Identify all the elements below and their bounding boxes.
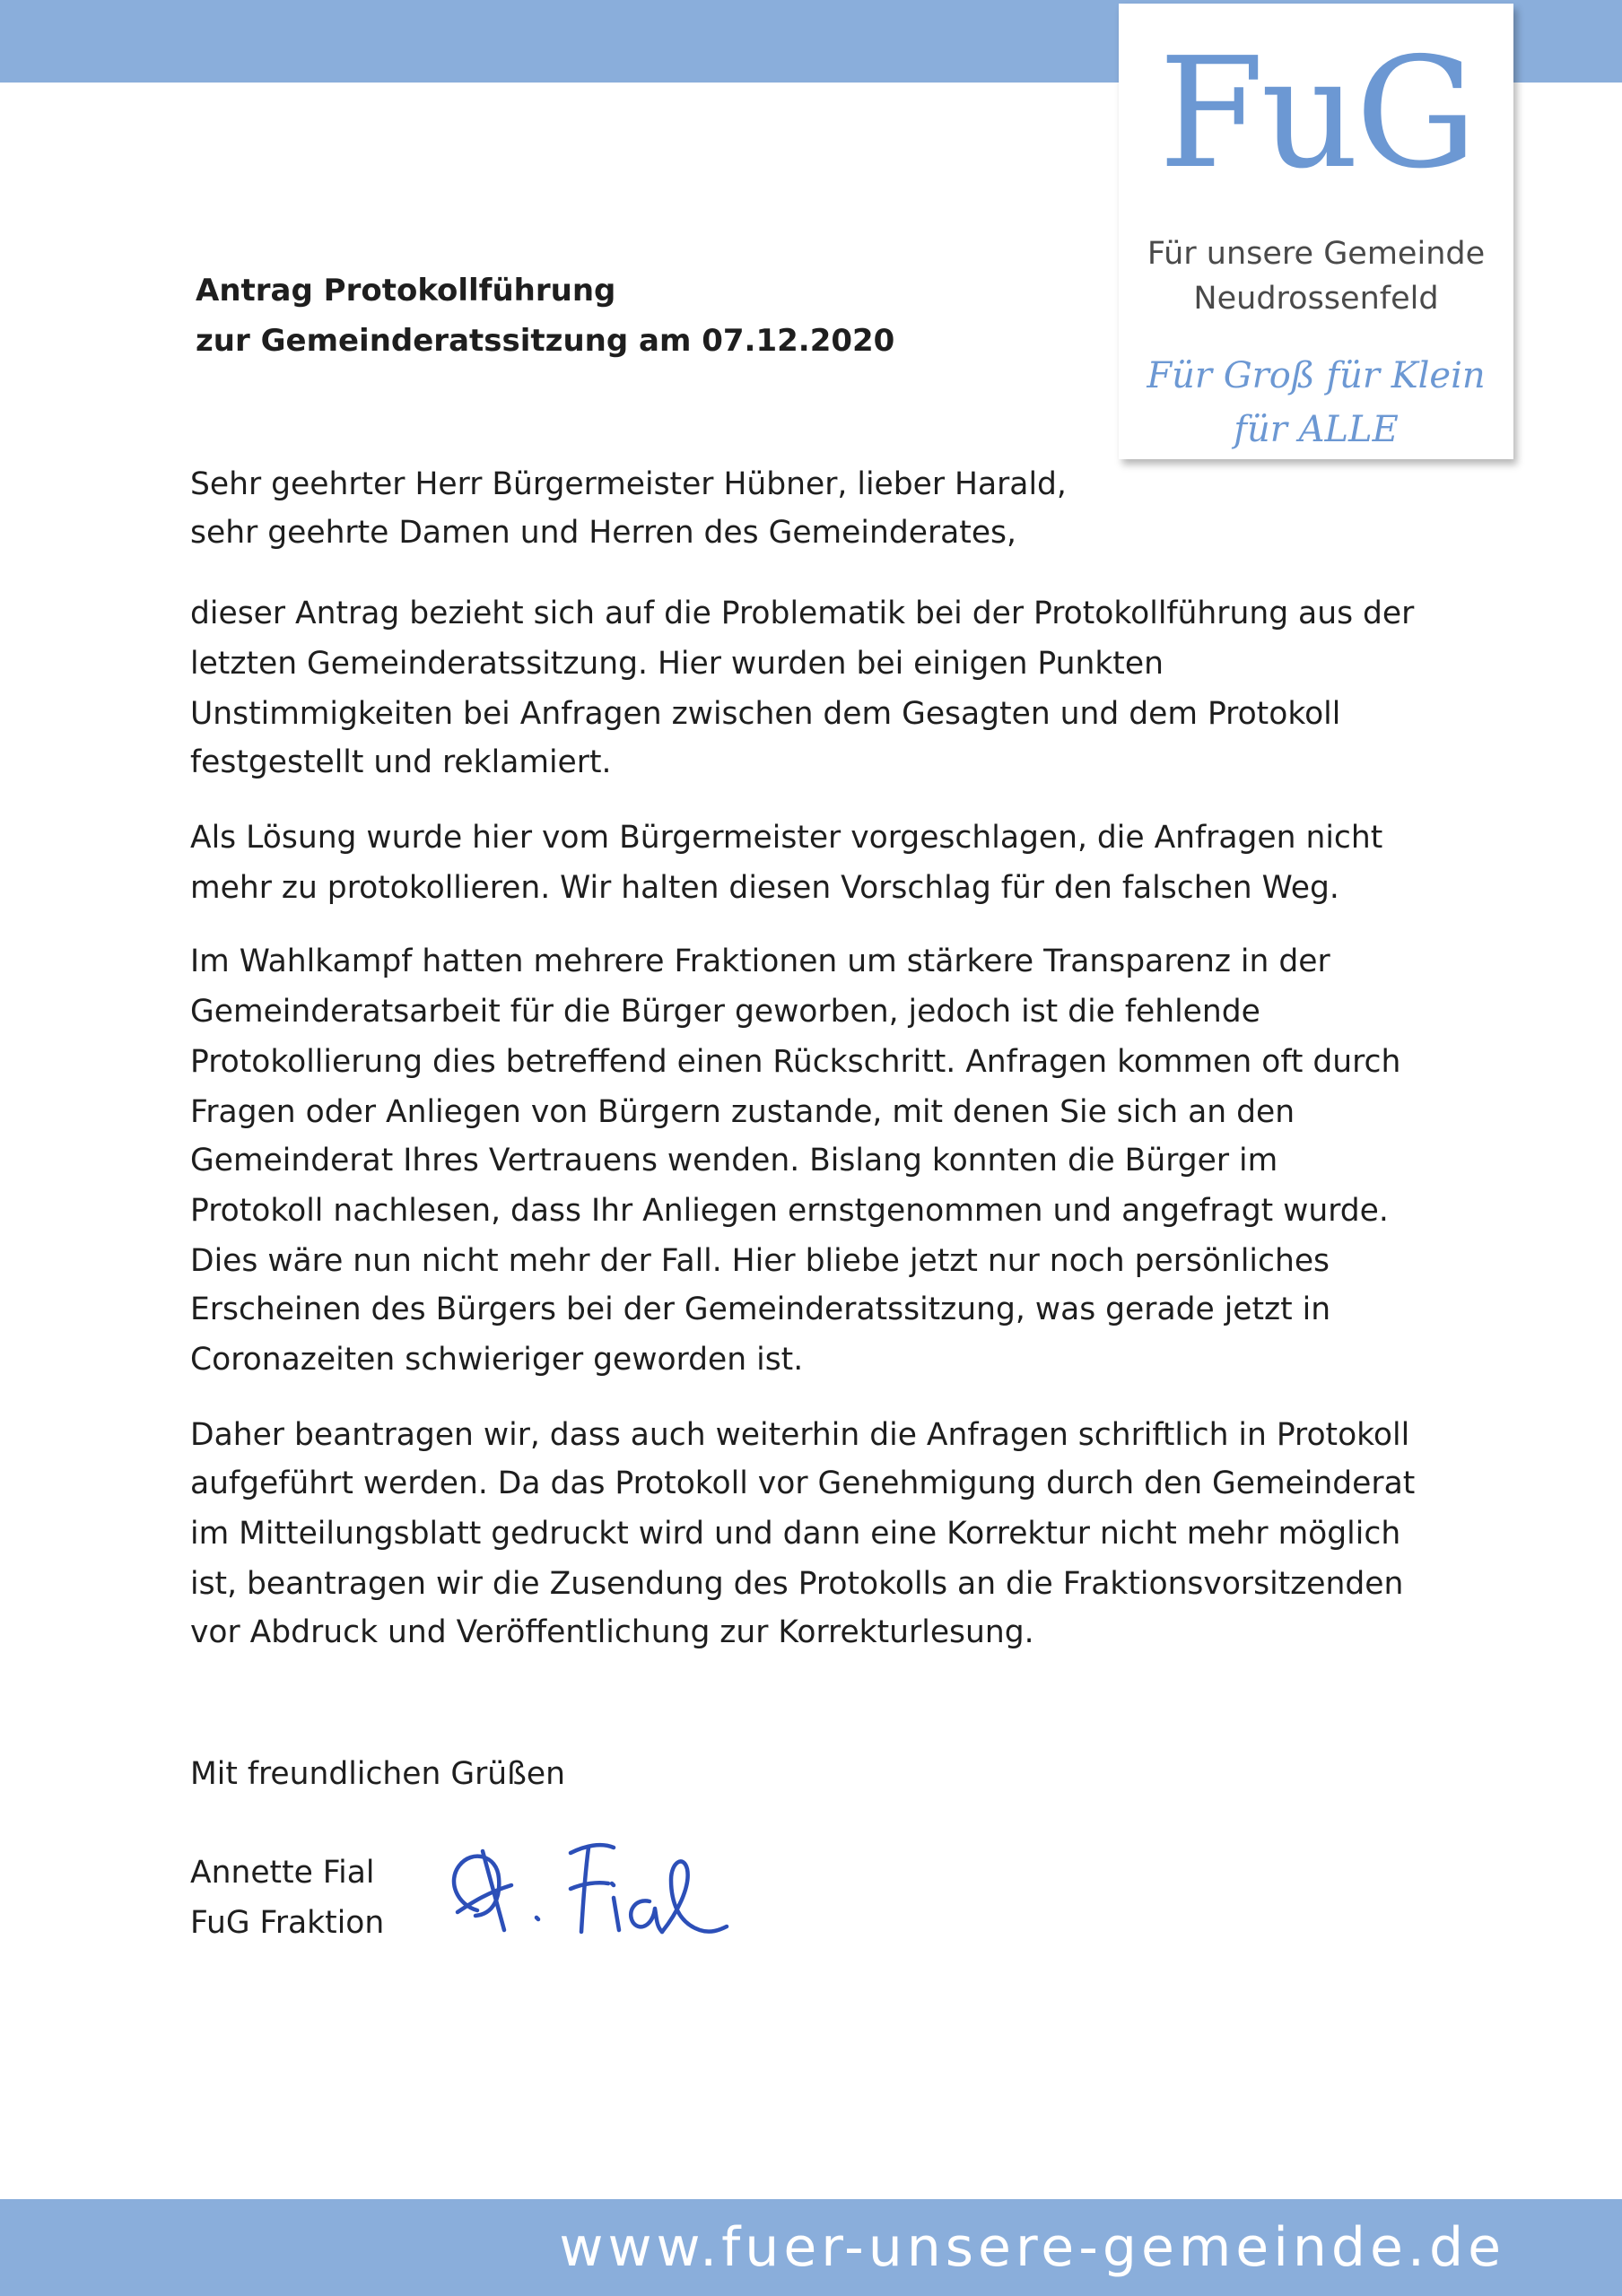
body-line: festgestellt und reklamiert. (190, 744, 612, 780)
subject-heading (196, 265, 894, 366)
salutation-line: sehr geehrte Damen und Herren des Gemeinderates, (190, 515, 1016, 551)
bottom-color-band (0, 2199, 1622, 2296)
signer-name: Annette Fial (190, 1855, 375, 1891)
subject-line: Antrag Protokollführung (196, 273, 616, 309)
body-line: Fragen oder Anliegen von Bürgern zustande, mit denen Sie sich an den (190, 1094, 1295, 1130)
logo-slogan-line2: für ALLE (1234, 409, 1399, 450)
handwritten-signature (422, 1812, 745, 1964)
body-line: dieser Antrag bezieht sich auf die Problematik bei der Protokollführung aus der (190, 596, 1415, 631)
body-line: aufgeführt werden. Da das Protokoll vor Genehmigung durch den Gemeinderat (190, 1465, 1416, 1501)
body-line: Gemeinderatsarbeit für die Bürger geworben, jedoch ist die fehlende (190, 994, 1260, 1030)
closing-line: Mit freundlichen Grüßen (190, 1756, 565, 1792)
body-line: ist, beantragen wir die Zusendung des Protokolls an die Fraktionsvorsitzenden (190, 1566, 1404, 1602)
logo-slogan-line1: Für Groß für Klein (1147, 355, 1486, 396)
body-line: Daher beantragen wir, dass auch weiterhin die Anfragen schriftlich in Protokoll (190, 1417, 1410, 1453)
subject-line: zur Gemeinderatssitzung am 07.12.2020 (196, 323, 895, 359)
fug-logo-card (1119, 4, 1513, 459)
body-line: Erscheinen des Bürgers bei der Gemeinderatssitzung, was gerade jetzt in (190, 1292, 1331, 1327)
body-line: Im Wahlkampf hatten mehrere Fraktionen um stärkere Transparenz in der (190, 944, 1330, 979)
logo-subtitle-line2: Neudrossenfeld (1193, 281, 1439, 317)
body-line: im Mitteilungsblatt gedruckt wird und dann eine Korrektur nicht mehr möglich (190, 1516, 1401, 1552)
logo-wordmark: FuG (1158, 25, 1474, 203)
salutation-line: Sehr geehrter Herr Bürgermeister Hübner, lieber Harald, (190, 466, 1067, 502)
body-line: Protokoll nachlesen, dass Ihr Anliegen ernstgenommen und angefragt wurde. (190, 1193, 1389, 1229)
body-line: Protokollierung dies betreffend einen Rückschritt. Anfragen kommen oft durch (190, 1044, 1401, 1080)
body-line: Gemeinderat Ihres Vertrauens wenden. Bislang konnten die Bürger im (190, 1143, 1278, 1178)
body-line: mehr zu protokollieren. Wir halten diesen Vorschlag für den falschen Weg. (190, 870, 1339, 906)
signer-group: FuG Fraktion (190, 1905, 385, 1941)
body-line: Als Lösung wurde hier vom Bürgermeister vorgeschlagen, die Anfragen nicht (190, 820, 1383, 856)
body-line: vor Abdruck und Veröffentlichung zur Korrekturlesung. (190, 1614, 1034, 1650)
logo-subtitle-line1: Für unsere Gemeinde (1147, 236, 1486, 272)
body-line: Dies wäre nun nicht mehr der Fall. Hier bliebe jetzt nur noch persönliches (190, 1243, 1330, 1279)
body-line: Unstimmigkeiten bei Anfragen zwischen dem Gesagten und dem Protokoll (190, 696, 1341, 732)
website-link[interactable]: www.fuer-unsere-gemeinde.de (559, 2216, 1505, 2279)
body-line: Coronazeiten schwieriger geworden ist. (190, 1342, 804, 1378)
body-line: letzten Gemeinderatssitzung. Hier wurden bei einigen Punkten (190, 646, 1164, 682)
